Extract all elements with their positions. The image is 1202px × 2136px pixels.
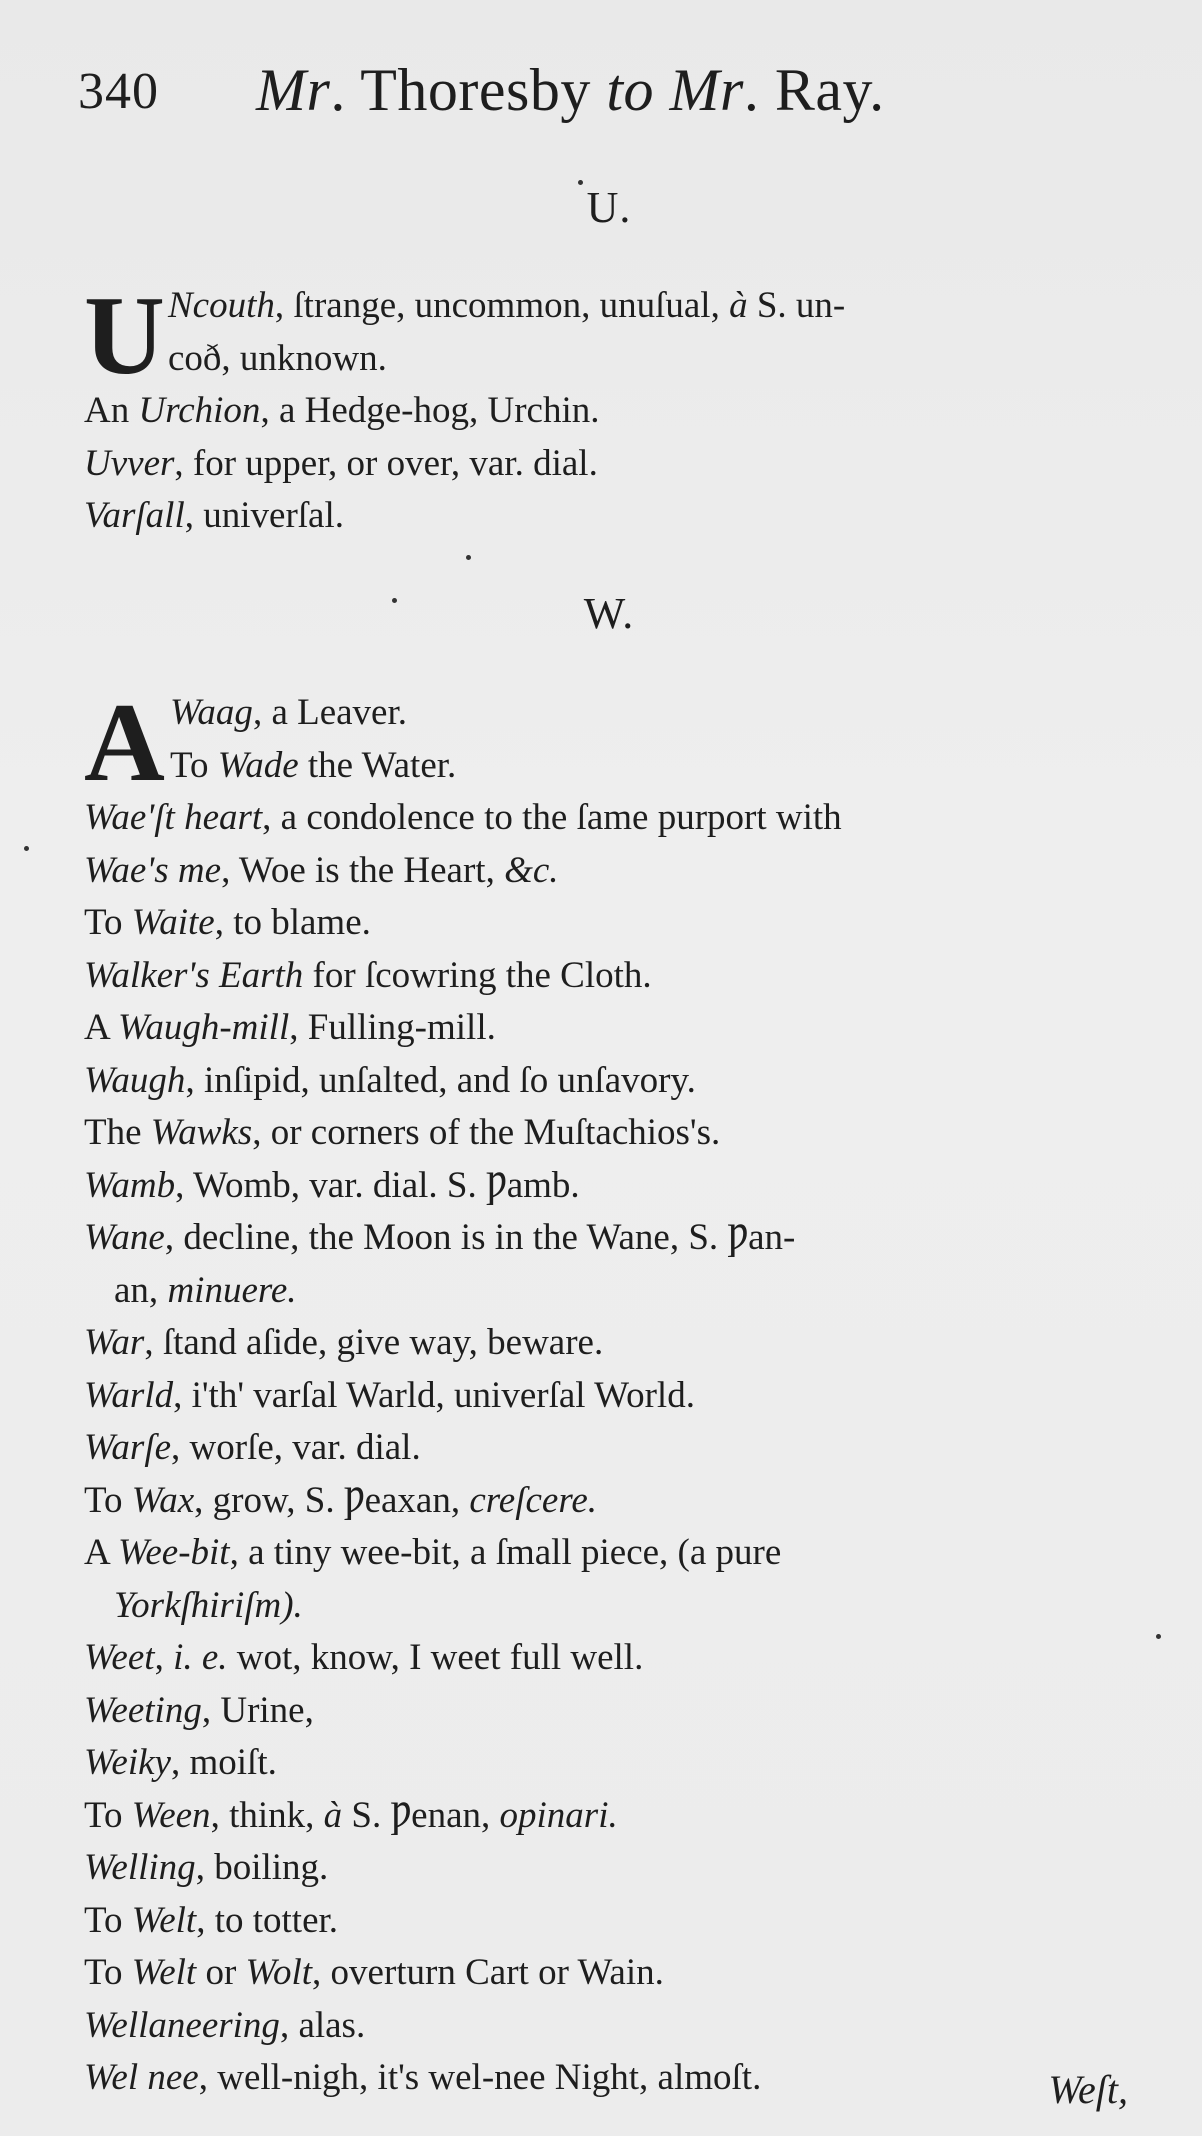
glossary-entry [84, 950, 1144, 1003]
definition: , think, [210, 1794, 324, 1836]
definition: , Urine, [201, 1689, 314, 1731]
separator: , [154, 1637, 174, 1678]
glossary-entry [84, 1160, 1144, 1213]
definition: , ſtrange, uncommon, unuſual, [274, 285, 730, 326]
headword: Wee-bit [117, 1532, 230, 1573]
definition: , decline, the Moon is in the Wane, S. Ƿan- [164, 1217, 796, 1258]
headword: Weiky [84, 1742, 171, 1783]
glossary-entry [84, 1317, 1144, 1370]
drop-cap: U [84, 274, 165, 398]
definition: , overturn Cart or Wain. [312, 1952, 664, 1993]
headword: Weet [84, 1637, 155, 1678]
glossary-entry [84, 1055, 1144, 1108]
headword: Waag [170, 692, 253, 733]
headword: Wax [131, 1479, 195, 1521]
glossary-entry [84, 1370, 1144, 1423]
ink-speck [24, 846, 29, 851]
glossary-entry [84, 1632, 1144, 1685]
glossary-entry [84, 1475, 1144, 1528]
definition: , Fulling-mill. [289, 1007, 496, 1048]
definition: , to blame. [214, 902, 371, 943]
glossary-entry [84, 2052, 1144, 2105]
headword-alt: Wolt [245, 1952, 313, 1993]
definition: , for upper, or over, var. dial. [174, 442, 598, 484]
latin-gloss: minuere. [167, 1269, 297, 1311]
headword: Wellaneering [84, 2004, 280, 2046]
latin-gloss: opinari. [499, 1794, 618, 1836]
running-head-end: . Ray. [743, 57, 885, 123]
article: A [84, 1532, 118, 1573]
definition: , alas. [279, 2004, 366, 2046]
glossary-entry [84, 274, 1144, 398]
headword: Warſe [84, 1427, 172, 1468]
headword: Ween [131, 1794, 211, 1836]
definition: , univerſal. [184, 495, 345, 536]
article: An [84, 390, 139, 431]
ink-speck [466, 555, 471, 560]
headword: Warld [84, 1374, 174, 1416]
definition: , a condolence to the ſame purport with [262, 797, 842, 838]
headword: Walker's Earth [84, 954, 304, 996]
headword: Waugh-mill [117, 1007, 290, 1048]
glossary-entry [84, 1947, 1144, 2000]
definition: , inſipid, unſalted, and ſo unſavory. [185, 1059, 696, 1101]
section-w-entries [84, 681, 1144, 2105]
glossary-entry [84, 1737, 1144, 1790]
definition: , Womb, var. dial. S. Ƿamb. [175, 1164, 580, 1206]
running-head-to: to [606, 57, 655, 123]
article: A [84, 1007, 118, 1048]
italic-a: à [729, 285, 748, 326]
headword: Waugh [84, 1059, 186, 1101]
glossary-entry [84, 1002, 1144, 1055]
continuation-text: an, [114, 1269, 168, 1311]
definition: , a tiny wee-bit, a ſmall piece, (a pure [229, 1532, 782, 1573]
glossary-entry [84, 490, 1144, 543]
definition: , well-nigh, it's wel-nee Night, almoſt. [198, 2057, 762, 2098]
running-head-mid: . Thoresby [330, 57, 607, 123]
glossary-entry [84, 1422, 1144, 1475]
headword: Wae'ſt heart [84, 797, 263, 838]
definition: , Woe is the Heart, [221, 849, 505, 891]
article: To [84, 1952, 132, 1993]
definition: for ſcowring the Cloth. [303, 954, 652, 996]
headword: War [84, 1322, 145, 1363]
section-u-entries [84, 274, 1144, 543]
definition: , boiling. [195, 1847, 329, 1888]
definition: , grow, S. Ƿeaxan, [194, 1479, 470, 1521]
conjunction: or [196, 1952, 246, 1993]
running-head-mr2: Mr [654, 57, 744, 123]
article: To [84, 1479, 132, 1521]
definition-tail: S. un- [747, 285, 846, 326]
definition: , worſe, var. dial. [171, 1427, 421, 1468]
headword: Uvver [84, 442, 175, 484]
catchword: Weſt, [1048, 2067, 1128, 2112]
article: The [84, 1112, 151, 1153]
definition-continuation: coð, unknown. [168, 337, 387, 379]
drop-cap: A [84, 681, 165, 805]
glossary-entry [84, 1790, 1144, 1843]
headword: Wae's me [84, 849, 222, 891]
glossary-entry [84, 1895, 1144, 1948]
glossary-entry [84, 845, 1144, 898]
definition-continuation [84, 1265, 1144, 1318]
definition: , ſtand aſide, give way, beware. [144, 1322, 604, 1363]
definition: the Water. [298, 744, 457, 786]
definition: , or corners of the Muſtachios's. [252, 1112, 721, 1153]
running-head [256, 56, 885, 125]
headword: Wade [217, 744, 299, 786]
glossary-entry [84, 385, 1144, 438]
headword: Wawks [150, 1112, 253, 1153]
latin-gloss: creſcere. [469, 1479, 598, 1521]
definition: , to totter. [196, 1899, 339, 1941]
running-head-mr1: Mr [256, 57, 331, 123]
glossary-entry [84, 740, 1144, 793]
ink-speck [578, 180, 583, 185]
id-est: i. e. [173, 1637, 228, 1678]
definition: , moiſt. [170, 1742, 277, 1783]
headword: Welt [131, 1952, 197, 1993]
glossary-entry [84, 438, 1144, 491]
glossary-entry [84, 897, 1144, 950]
headword: Weeting [84, 1689, 202, 1731]
article: To [84, 1794, 132, 1836]
headword: Welt [131, 1899, 197, 1941]
definition-mid: S. Ƿenan, [342, 1794, 500, 1836]
article: To [170, 744, 218, 786]
headword: Ncouth [168, 285, 275, 326]
headword: Welling [84, 1847, 196, 1888]
definition-continuation: Yorkſhiriſm). [114, 1584, 303, 1626]
glossary-entry [84, 1107, 1144, 1160]
headword: Waite [131, 902, 215, 943]
headword: Wane [84, 1217, 165, 1258]
article: To [84, 902, 132, 943]
glossary-entry [84, 1212, 1144, 1317]
glossary-entry [84, 2000, 1144, 2053]
page-number: 340 [78, 63, 159, 120]
article: To [84, 1899, 132, 1941]
page-header [78, 48, 1128, 128]
glossary-entry [84, 1685, 1144, 1738]
headword: Urchion [138, 390, 261, 431]
ink-speck [1156, 1634, 1161, 1639]
glossary-entry [84, 1842, 1144, 1895]
definition: wot, know, I weet full well. [227, 1637, 644, 1678]
etcetera: &c. [504, 849, 559, 891]
section-heading-u: U. [586, 183, 632, 232]
definition: , a Leaver. [252, 692, 408, 733]
ink-speck [392, 598, 397, 603]
glossary-entry [84, 1527, 1144, 1632]
definition: , i'th' varſal Warld, univerſal World. [173, 1374, 695, 1416]
section-heading-w: W. [583, 589, 635, 638]
headword: Wel nee [84, 2057, 199, 2098]
headword: Varſall [84, 495, 185, 536]
definition: , a Hedge-hog, Urchin. [260, 390, 600, 431]
italic-a: à [323, 1794, 343, 1836]
headword: Wamb [84, 1164, 176, 1206]
glossary-entry [84, 792, 1144, 845]
